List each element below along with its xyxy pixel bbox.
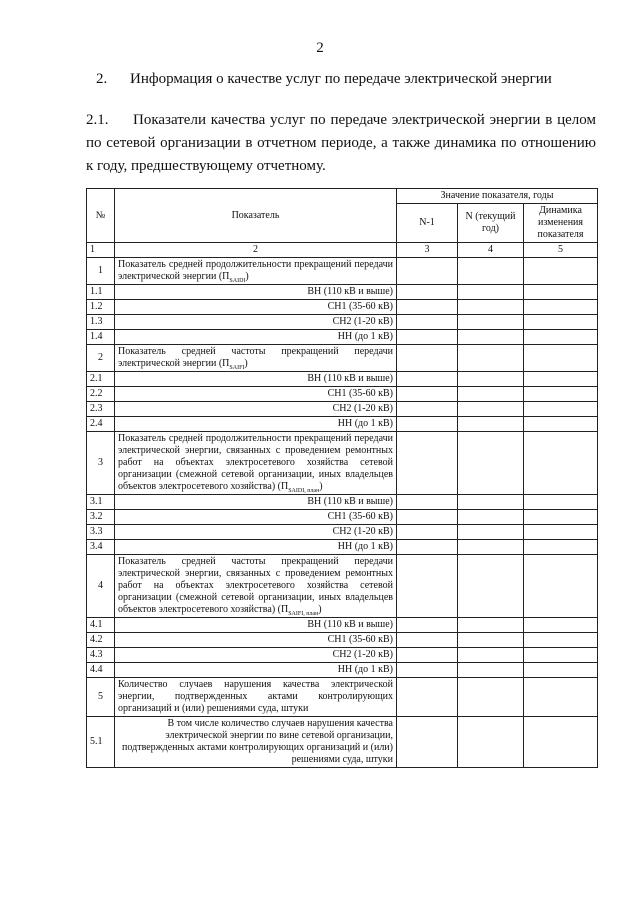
table-row [87, 555, 598, 618]
colnum-5: 5 [524, 243, 598, 258]
value-n-current-cell [458, 402, 524, 417]
row-indicator [115, 540, 397, 555]
row-indicator [115, 387, 397, 402]
colnum-1: 1 [87, 243, 115, 258]
value-n-minus-1-cell [397, 648, 458, 663]
value-n-current-cell [458, 678, 524, 717]
row-indicator-text: ВН (110 кВ и выше) [307, 286, 393, 297]
value-n-minus-1-cell [397, 330, 458, 345]
row-indicator [115, 555, 397, 618]
table-row [87, 417, 598, 432]
value-dynamics-cell [524, 258, 598, 285]
value-n-current-cell [458, 258, 524, 285]
page-number: 2 [316, 40, 324, 56]
row-number: 1.2 [87, 300, 115, 315]
section-number: 2. [96, 71, 108, 87]
row-indicator-text: ВН (110 кВ и выше) [307, 496, 393, 507]
row-indicator-text: НН (до 1 кВ) [337, 418, 393, 429]
value-n-minus-1-cell [397, 633, 458, 648]
value-dynamics-cell [524, 663, 598, 678]
row-indicator [115, 717, 397, 768]
header-indicator: Показатель [115, 189, 397, 243]
row-indicator [115, 315, 397, 330]
row-number: 1.4 [87, 330, 115, 345]
row-indicator-text: Показатель средней частоты прекращений передачи электрической энергии, связанных с проведением ремонтных работ на объектах электросетевого хозяйства сетевой организации (смежной сетевой организации, иных владельцев объектов электросетевого хозяйства) (П [118, 556, 393, 615]
row-indicator-text: СН2 (1-20 кВ) [332, 526, 393, 537]
value-n-minus-1-cell [397, 495, 458, 510]
row-indicator [115, 618, 397, 633]
table-row [87, 510, 598, 525]
row-indicator-text: СН2 (1-20 кВ) [332, 649, 393, 660]
table-row [87, 663, 598, 678]
table-row [87, 300, 598, 315]
value-dynamics-cell [524, 648, 598, 663]
value-dynamics-cell [524, 678, 598, 717]
value-n-minus-1-cell [397, 540, 458, 555]
row-indicator [115, 402, 397, 417]
value-n-minus-1-cell [397, 258, 458, 285]
value-dynamics-cell [524, 372, 598, 387]
value-n-minus-1-cell [397, 618, 458, 633]
row-number: 1 [87, 258, 115, 285]
value-n-current-cell [458, 663, 524, 678]
row-number: 2.4 [87, 417, 115, 432]
row-number: 5.1 [87, 717, 115, 768]
row-number: 1.3 [87, 315, 115, 330]
table-row [87, 618, 598, 633]
row-indicator [115, 663, 397, 678]
value-dynamics-cell [524, 432, 598, 495]
value-n-current-cell [458, 417, 524, 432]
table-row [87, 540, 598, 555]
row-indicator [115, 345, 397, 372]
table-row [87, 258, 598, 285]
value-dynamics-cell [524, 510, 598, 525]
value-dynamics-cell [524, 555, 598, 618]
row-indicator-text: СН2 (1-20 кВ) [332, 316, 393, 327]
value-dynamics-cell [524, 330, 598, 345]
value-n-minus-1-cell [397, 300, 458, 315]
row-number: 3.2 [87, 510, 115, 525]
row-indicator-text: Показатель средней частоты прекращений передачи электрической энергии (П [118, 346, 393, 369]
row-indicator-text: СН1 (35-60 кВ) [327, 388, 393, 399]
table-row [87, 330, 598, 345]
colnum-2: 2 [115, 243, 397, 258]
row-indicator-text: В том числе количество случаев нарушения качества электрической энергии по вине сетевой организации, подтвержденных актами контролирующих организаций и (или) решениями суда, штуки [122, 718, 393, 765]
value-n-current-cell [458, 300, 524, 315]
subsection-text: Показатели качества услуг по передаче электрической энергии в целом по сетевой организации в отчетном периоде, а также динамика по отношению к году, предшествующему отчетному. [86, 112, 596, 174]
row-indicator-text: СН1 (35-60 кВ) [327, 301, 393, 312]
value-n-current-cell [458, 633, 524, 648]
value-n-minus-1-cell [397, 510, 458, 525]
value-n-minus-1-cell [397, 372, 458, 387]
header-dynamics: Динамика изменения показателя [524, 204, 598, 243]
row-indicator-text: СН1 (35-60 кВ) [327, 511, 393, 522]
row-indicator-text: НН (до 1 кВ) [337, 541, 393, 552]
value-n-minus-1-cell [397, 285, 458, 300]
row-indicator-text: НН (до 1 кВ) [337, 664, 393, 675]
row-indicator [115, 495, 397, 510]
section-title: Информация о качестве услуг по передаче электрической энергии [130, 71, 552, 87]
value-n-current-cell [458, 510, 524, 525]
row-number: 4.3 [87, 648, 115, 663]
table-row [87, 717, 598, 768]
table-row [87, 387, 598, 402]
value-n-minus-1-cell [397, 402, 458, 417]
row-number: 2 [87, 345, 115, 372]
value-n-minus-1-cell [397, 555, 458, 618]
table-row [87, 678, 598, 717]
value-dynamics-cell [524, 345, 598, 372]
colnum-3: 3 [397, 243, 458, 258]
row-indicator-tail: ) [318, 604, 322, 615]
row-indicator-text: Количество случаев нарушения качества электрической энергии, подтвержденных актами контролирующих организаций и (или) решениями суда, штуки [118, 679, 393, 714]
header-n-current: N (текущий год) [458, 204, 524, 243]
row-indicator-text: Показатель средней продолжительности прекращений передачи электрической энергии (П [118, 259, 393, 282]
value-n-current-cell [458, 432, 524, 495]
value-n-current-cell [458, 717, 524, 768]
row-indicator [115, 633, 397, 648]
row-number: 2.1 [87, 372, 115, 387]
table-row [87, 372, 598, 387]
table-row [87, 345, 598, 372]
row-indicator [115, 372, 397, 387]
table-row [87, 315, 598, 330]
value-n-current-cell [458, 540, 524, 555]
row-indicator [115, 300, 397, 315]
value-dynamics-cell [524, 315, 598, 330]
row-number: 2.3 [87, 402, 115, 417]
row-number: 3.3 [87, 525, 115, 540]
value-n-current-cell [458, 372, 524, 387]
value-n-current-cell [458, 330, 524, 345]
row-number: 4 [87, 555, 115, 618]
row-indicator-tail: ) [319, 481, 323, 492]
row-indicator [115, 678, 397, 717]
value-n-current-cell [458, 495, 524, 510]
row-number: 4.4 [87, 663, 115, 678]
row-indicator-text: СН1 (35-60 кВ) [327, 634, 393, 645]
row-indicator [115, 648, 397, 663]
table-row [87, 432, 598, 495]
row-indicator-subscript: SAIDI, план [288, 488, 320, 494]
value-n-current-cell [458, 525, 524, 540]
value-dynamics-cell [524, 717, 598, 768]
value-dynamics-cell [524, 402, 598, 417]
header-values-group: Значение показателя, годы [397, 189, 598, 204]
header-num: № [87, 189, 115, 243]
value-n-minus-1-cell [397, 315, 458, 330]
value-dynamics-cell [524, 540, 598, 555]
row-number: 4.1 [87, 618, 115, 633]
value-n-current-cell [458, 315, 524, 330]
row-indicator-text: НН (до 1 кВ) [337, 331, 393, 342]
value-dynamics-cell [524, 633, 598, 648]
row-number: 5 [87, 678, 115, 717]
subsection-number: 2.1. [86, 112, 109, 128]
table-row [87, 648, 598, 663]
colnum-4: 4 [458, 243, 524, 258]
value-dynamics-cell [524, 618, 598, 633]
value-n-current-cell [458, 555, 524, 618]
table-row [87, 402, 598, 417]
value-n-minus-1-cell [397, 387, 458, 402]
row-indicator [115, 510, 397, 525]
table-row [87, 525, 598, 540]
value-n-current-cell [458, 618, 524, 633]
value-n-minus-1-cell [397, 432, 458, 495]
row-number: 2.2 [87, 387, 115, 402]
row-indicator [115, 432, 397, 495]
row-indicator-text: Показатель средней продолжительности прекращений передачи электрической энергии, связанных с проведением ремонтных работ на объектах электросетевого хозяйства сетевой организации (смежной сетевой организации, иных владельцев объектов электросетевого хозяйства) (П [118, 433, 393, 492]
value-n-current-cell [458, 345, 524, 372]
value-n-current-cell [458, 648, 524, 663]
row-number: 3 [87, 432, 115, 495]
row-indicator [115, 258, 397, 285]
value-dynamics-cell [524, 387, 598, 402]
row-number: 1.1 [87, 285, 115, 300]
row-indicator [115, 417, 397, 432]
row-indicator-tail: ) [244, 358, 248, 369]
value-n-current-cell [458, 285, 524, 300]
value-n-minus-1-cell [397, 417, 458, 432]
row-number: 4.2 [87, 633, 115, 648]
row-indicator-tail: ) [245, 271, 249, 282]
value-n-current-cell [458, 387, 524, 402]
row-indicator [115, 330, 397, 345]
value-n-minus-1-cell [397, 678, 458, 717]
row-number: 3.1 [87, 495, 115, 510]
table-row [87, 285, 598, 300]
row-indicator-subscript: SAIFI, план [288, 611, 319, 617]
section-heading [96, 71, 552, 88]
row-indicator-text: СН2 (1-20 кВ) [332, 403, 393, 414]
header-n-minus-1: N-1 [397, 204, 458, 243]
subsection-paragraph [86, 109, 596, 178]
value-dynamics-cell [524, 417, 598, 432]
value-dynamics-cell [524, 285, 598, 300]
value-n-minus-1-cell [397, 345, 458, 372]
row-indicator-subscript: SAIDI [229, 278, 246, 284]
value-n-minus-1-cell [397, 717, 458, 768]
table-row [87, 633, 598, 648]
quality-indicators-table [86, 188, 598, 768]
row-indicator-subscript: SAIFI [229, 365, 245, 371]
row-indicator [115, 525, 397, 540]
row-indicator-text: ВН (110 кВ и выше) [307, 373, 393, 384]
row-indicator [115, 285, 397, 300]
value-dynamics-cell [524, 300, 598, 315]
value-dynamics-cell [524, 495, 598, 510]
value-n-minus-1-cell [397, 663, 458, 678]
row-indicator-text: ВН (110 кВ и выше) [307, 619, 393, 630]
row-number: 3.4 [87, 540, 115, 555]
value-n-minus-1-cell [397, 525, 458, 540]
table-row [87, 495, 598, 510]
value-dynamics-cell [524, 525, 598, 540]
